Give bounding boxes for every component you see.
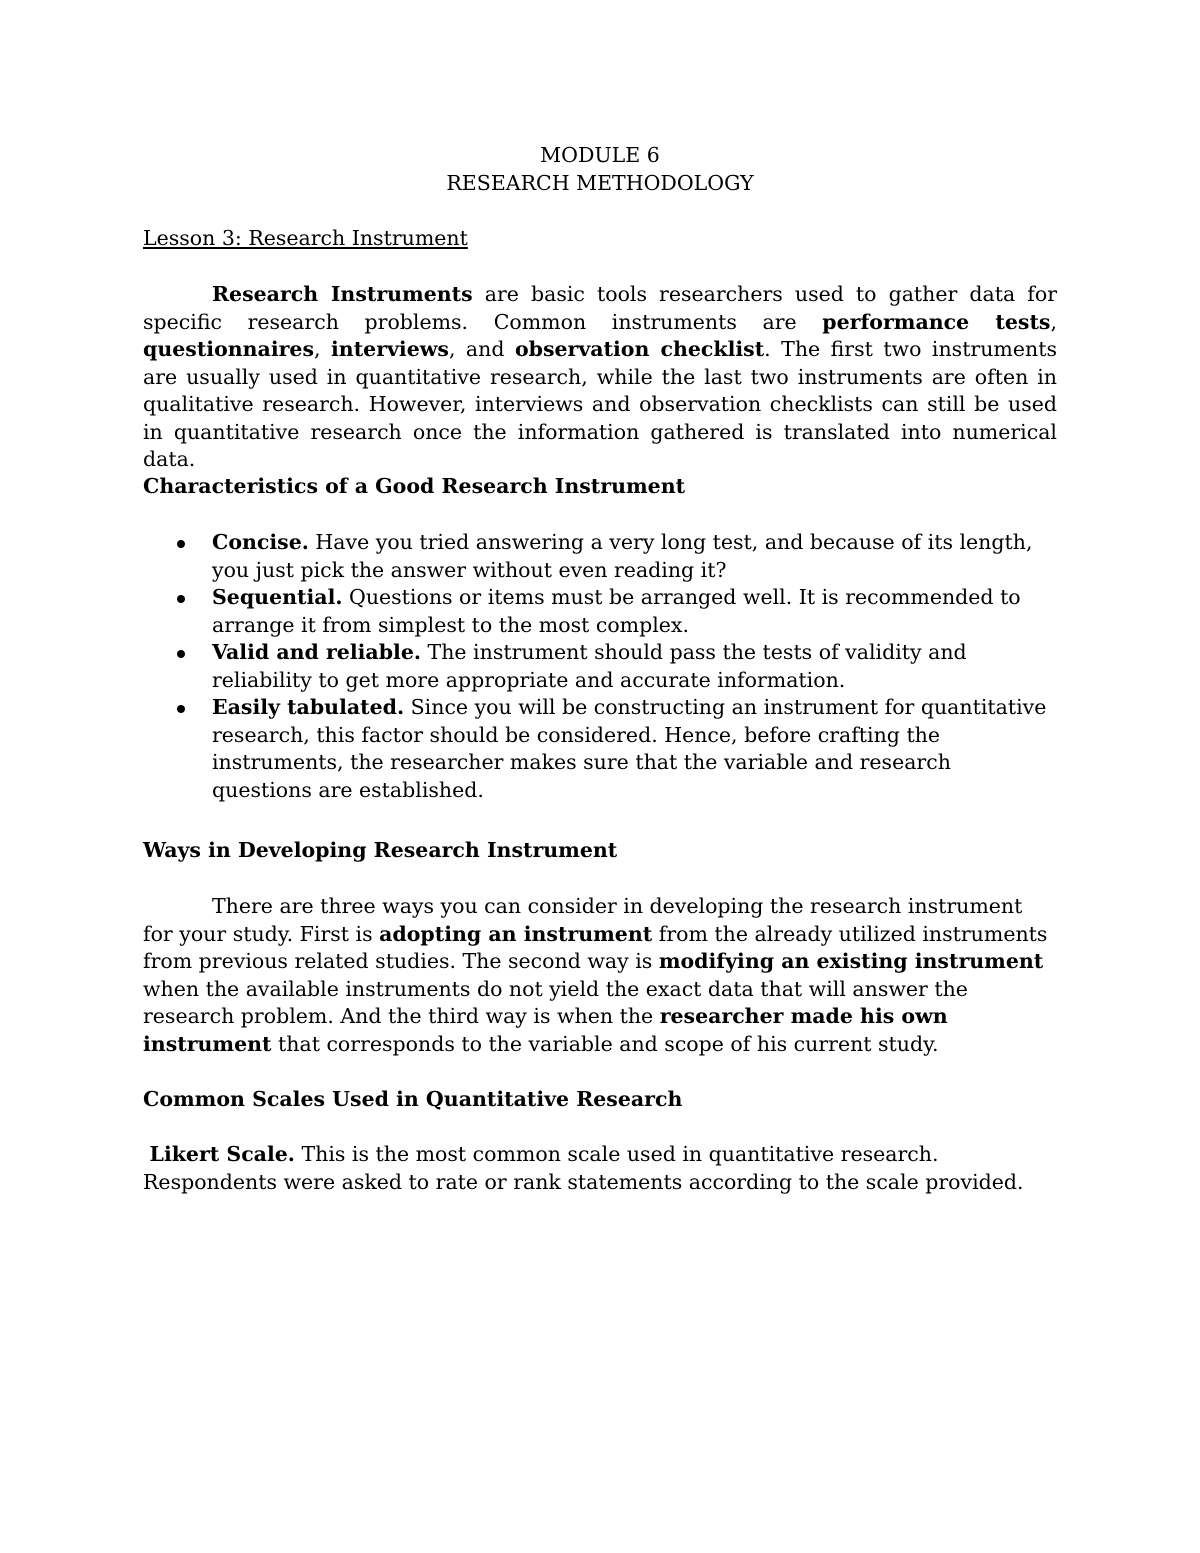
item-term: Valid and reliable. [212, 640, 422, 664]
term-own-instrument: researcher made his own instrument [143, 1004, 948, 1056]
scales-text: This is the most common scale used in quantitative research. Respondents were asked to rate or rank statements according to the scale provided. [143, 1142, 1024, 1194]
intro-sep-3: , and [448, 337, 515, 361]
intro-sep-1: , [1050, 309, 1058, 334]
item-text: Have you tried answering a very long test, and because of its length, you just pick the answer without even reading it? [212, 530, 1033, 582]
characteristics-list [143, 529, 1057, 804]
ways-heading: Ways in Developing Research Instrument [143, 838, 618, 862]
item-term: Concise. [212, 530, 309, 554]
scales-paragraph [143, 1141, 1057, 1196]
bullet-icon [177, 650, 185, 658]
term-interviews: interviews [331, 337, 449, 361]
intro-sep-2: , [314, 337, 332, 361]
bullet-icon [177, 705, 185, 713]
list-item [143, 694, 1057, 804]
ways-text-3: when the available instruments do not yield the exact data that will answer the research problem. And the third way is when the [143, 976, 968, 1028]
list-item [143, 584, 1057, 639]
term-research-instruments: Research Instruments [212, 282, 473, 306]
scales-heading: Common Scales Used in Quantitative Research [143, 1087, 683, 1111]
lesson-title: Lesson 3: Research Instrument [143, 226, 468, 250]
characteristics-heading: Characteristics of a Good Research Instrument [143, 474, 686, 498]
item-text: Since you will be constructing an instrument for quantitative research, this factor should be considered. Hence, before crafting the instruments, the researcher makes sure that the variable and research questions are established. [212, 695, 1047, 802]
bullet-icon [177, 595, 185, 603]
term-adopting: adopting an instrument [379, 921, 653, 946]
term-modifying: modifying an existing instrument [658, 949, 1044, 973]
intro-text-1: are basic tools researchers used to gather data for specific research problems. Common instruments are [143, 282, 1057, 334]
subject-title: RESEARCH METHODOLOGY [446, 171, 754, 195]
ways-text-1: There are three ways you can consider in developing the research instrument for your study. First is [143, 894, 1023, 946]
intro-text-2: . The first two instruments are usually used in quantitative research, while the last two instruments are often in qualitative research. However, interviews and observation checklists can still be used in quantitative research once the information gathered is translated into numerical data. [143, 337, 1057, 471]
term-likert-scale: Likert Scale. [149, 1142, 295, 1166]
item-text: Questions or items must be arranged well. It is recommended to arrange it from simplest to the most complex. [212, 585, 1021, 637]
bullet-icon [177, 540, 185, 548]
list-item [143, 529, 1057, 584]
item-term: Easily tabulated. [212, 695, 405, 719]
module-title: MODULE 6 [540, 143, 660, 167]
term-questionnaires: questionnaires [143, 337, 315, 361]
ways-text-4: that corresponds to the variable and scope of his current study. [271, 1031, 939, 1056]
item-text: The instrument should pass the tests of validity and reliability to get more appropriate and accurate information. [212, 640, 967, 692]
intro-paragraph [143, 281, 1057, 474]
term-observation-checklist: observation checklist [514, 337, 765, 361]
ways-paragraph [143, 893, 1057, 1058]
ways-text-2: from the already utilized instruments from previous related studies. The second way is [143, 921, 1048, 973]
item-term: Sequential. [212, 585, 343, 609]
term-performance-tests: performance tests [822, 309, 1051, 334]
list-item [143, 639, 1057, 694]
